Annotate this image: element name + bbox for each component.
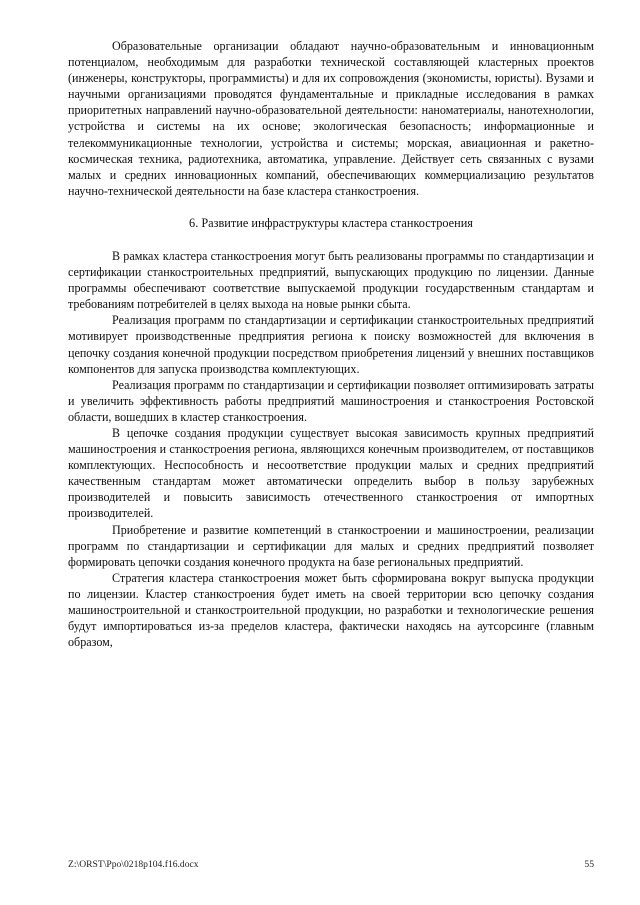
section-heading: 6. Развитие инфраструктуры кластера станкостроения	[189, 215, 473, 230]
paragraph-educational-organizations: Образовательные организации обладают научно-образовательным и инновационным потенциалом, необходимым для разработки технической составляющей кластерных проектов (инженеры, конструкторы, программисты) и для их сопровождения (экономисты, юристы). Вузами и научными организациями проводятся фундаментальные и прикладные исследования в рамках приоритетных направлений научно-образовательной деятельности: наноматериалы, нанотехнологии, устройства и системы на их основе; экологическая безопасность; информационные и телекоммуникационные технологии, устройства и системы; морская, авиационная и ракетно-космическая техника, радиотехника, автоматика, управление. Действует сеть связанных с вузами малых и средних инновационных компаний, обеспечивающих коммерциализацию результатов научно-технической деятельности на базе кластера станкостроения.	[68, 39, 594, 198]
page-number: 55	[584, 859, 594, 870]
paragraph-supplier-dependency: В цепочке создания продукции существует высокая зависимость крупных предприятий машиностроения и станкостроения региона, являющихся конечным производителем, от поставщиков комплектующих. Неспособность и несоответствие продукции малых и средних предприятий качественным стандартам может автоматически определить выбор в пользу зарубежных производителей и повысить зависимость отечественного станкостроения от импортных производителей.	[68, 425, 594, 521]
footer-file-path: Z:\ORST\Ppo\0218p104.f16.docx	[68, 859, 199, 870]
paragraph-cost-optimization: Реализация программ по стандартизации и сертификации позволяет оптимизировать затраты и увеличить эффективность работы предприятий машиностроения и станкостроения Ростовской области, вошедших в кластер станкостроения.	[68, 377, 594, 424]
paragraph-cluster-strategy: Стратегия кластера станкостроения может быть сформирована вокруг выпуска продукции по лицензии. Кластер станкостроения будет иметь на своей территории всю цепочку создания машиностроительной и станкостроительной продукции, но разработки и технологические решения будут импортироваться из-за пределов кластера, фактически находясь на аутсорсинге (главным образом,	[68, 570, 594, 650]
paragraph-implementation-motivation: Реализация программ по стандартизации и сертификации станкостроительных предприятий мотивирует производственные предприятия региона к поиску возможностей для включения в цепочку создания конечной продукции посредством приобретения лицензий у внешних поставщиков компонентов для запуска производства комплектующих.	[68, 313, 594, 376]
page-body	[68, 38, 594, 858]
paragraph-standardization-programs: В рамках кластера станкостроения могут быть реализованы программы по стандартизации и сертификации станкостроительных предприятий, выпускающих продукцию по лицензии. Данные программы обеспечивают соответствие выпускаемой продукции государственным стандартам и требованиям потребителей в целях выхода на новые рынки сбыта.	[68, 248, 594, 312]
paragraph-competence-development: Приобретение и развитие компетенций в станкостроении и машиностроении, реализации программ по стандартизации и сертификации для малых и средних предприятий позволяет формировать цепочки создания конечного продукта на базе региональных предприятий.	[68, 522, 594, 569]
